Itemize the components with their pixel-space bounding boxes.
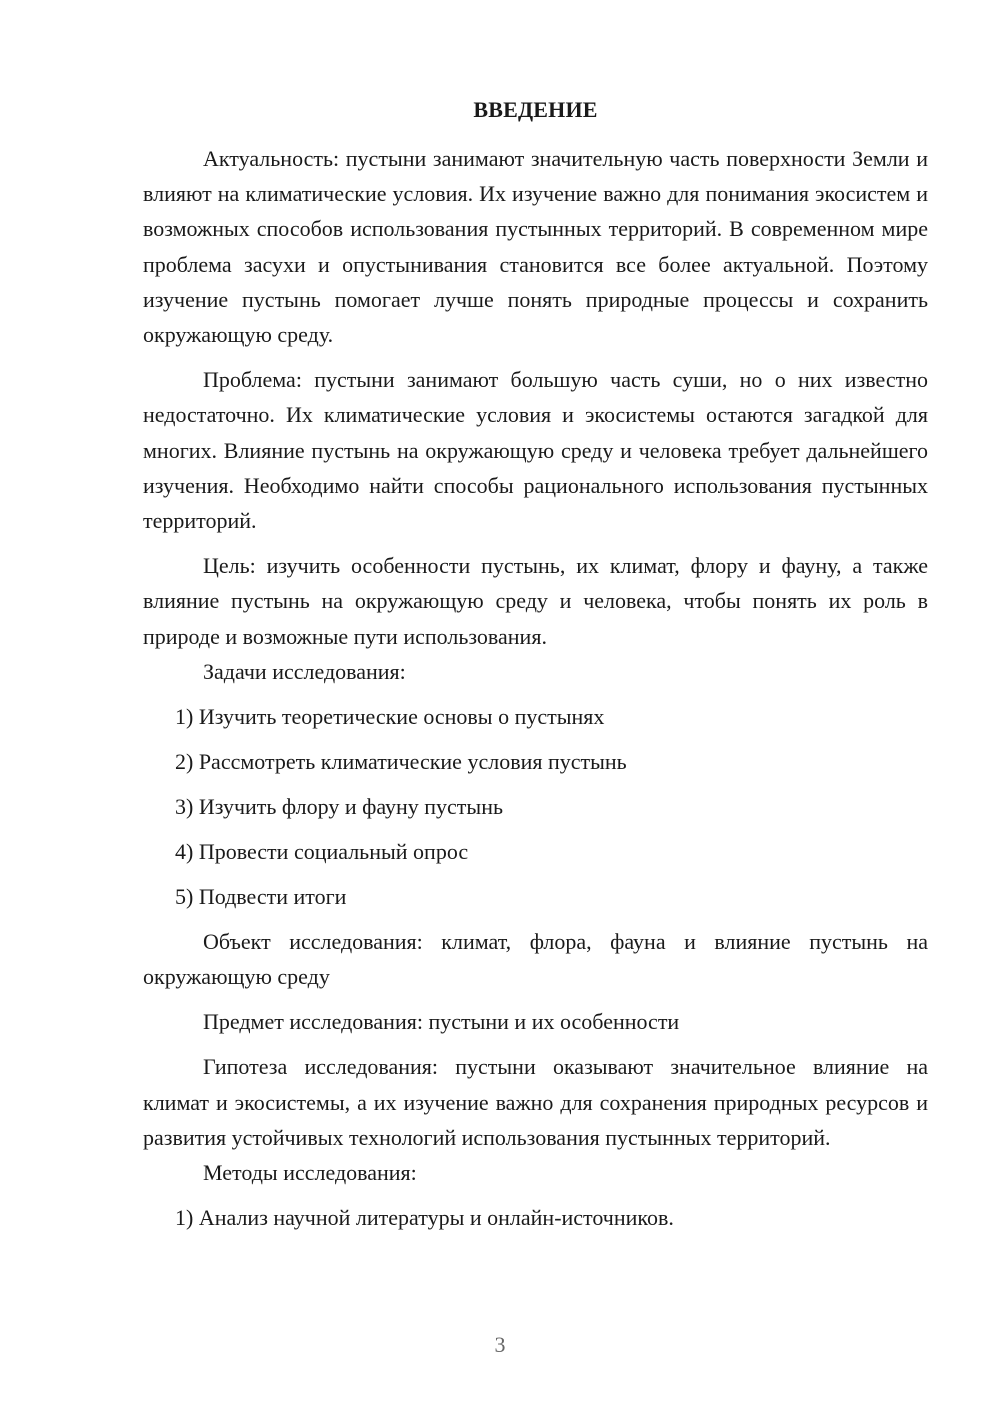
- tasks-list: [143, 699, 928, 914]
- paragraph-problem: Проблема: пустыни занимают большую часть суши, но о них известно недостаточно. Их климатические условия и экосистемы остаются загадкой для многих. Влияние пустынь на окружающую среду и человека требует дальнейшего изучения. Необходимо найти способы рационального использования пустынных территорий.: [143, 367, 928, 534]
- tasks-label: Задачи исследования:: [203, 658, 406, 684]
- list-item: 5) Подвести итоги: [175, 883, 347, 909]
- list-item: 1) Анализ научной литературы и онлайн-источников.: [175, 1205, 674, 1231]
- paragraph-relevance: Актуальность: пустыни занимают значительную часть поверхности Земли и влияют на климатические условия. Их изучение важно для понимания экосистем и возможных способов использования пустынных территорий. В современном мире проблема засухи и опустынивания становится все более актуальной. Поэтому изучение пустынь помогает лучше понять природные процессы и сохранить окружающую среду.: [143, 146, 928, 348]
- paragraph-hypothesis: Гипотеза исследования: пустыни оказывают значительное влияние на климат и экосистемы, а их изучение важно для сохранения природных ресурсов и развития устойчивых технологий использования пустынных территорий.: [143, 1054, 928, 1150]
- list-item: 4) Провести социальный опрос: [175, 838, 469, 864]
- paragraph-goal: Цель: изучить особенности пустынь, их климат, флору и фауну, а также влияние пустынь на окружающую среду и человека, чтобы понять их роль в природе и возможные пути использования.: [143, 553, 928, 649]
- paragraph-object: Объект исследования: климат, флора, фауна и влияние пустынь на окружающую среду: [143, 928, 928, 990]
- page-number: 3: [494, 1332, 506, 1357]
- methods-label: Методы исследования:: [203, 1160, 417, 1186]
- page-content: [143, 92, 928, 1235]
- paragraph-subject: Предмет исследования: пустыни и их особенности: [203, 1009, 680, 1035]
- page-title: ВВЕДЕНИЕ: [473, 97, 598, 122]
- list-item: 2) Рассмотреть климатические условия пустынь: [175, 748, 627, 774]
- list-item: 3) Изучить флору и фауну пустынь: [175, 793, 504, 819]
- list-item: 1) Изучить теоретические основы о пустынях: [175, 703, 605, 729]
- methods-list: [143, 1200, 928, 1235]
